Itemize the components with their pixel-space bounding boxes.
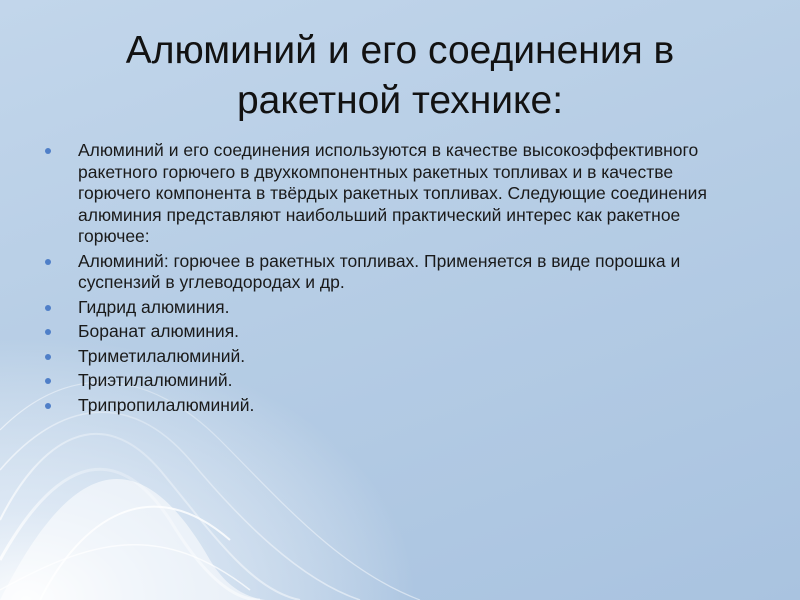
bullet-text: Алюминий: горючее в ракетных топливах. Применяется в виде порошка и суспензий в углеводородах и др. (78, 250, 681, 292)
bullet-item-2 (40, 251, 740, 294)
bullet-item-7 (40, 395, 740, 417)
bullet-text: Боранат алюминия. (78, 321, 240, 341)
bullet-list (40, 140, 740, 419)
bullet-text: Трипропилалюминий. (78, 394, 255, 415)
bullet-dot-icon (45, 378, 51, 384)
bullet-dot-icon (45, 329, 51, 335)
bullet-dot-icon (45, 354, 51, 360)
bullet-item-1 (40, 140, 740, 248)
bullet-text: Гидрид алюминия. (78, 296, 230, 317)
bullet-dot-icon (45, 148, 51, 154)
bullet-item-5 (40, 346, 740, 368)
bullet-item-6 (40, 370, 740, 392)
bullet-dot-icon (45, 403, 51, 409)
bullet-text: Триметилалюминий. (78, 345, 246, 366)
bullet-item-4 (40, 321, 740, 343)
bullet-text: Алюминий и его соединения используются в качестве высокоэффективного ракетного горючего в двухкомпонентных ракетных топливах и в качестве горючего компонента в твёрдых ракетных топливах. Следующие соединения алюминия представляют наибольший практический интерес как ракетное горючее: (78, 140, 707, 246)
bullet-text: Триэтилалюминий. (78, 370, 233, 390)
bullet-dot-icon (45, 259, 51, 265)
bullet-item-3 (40, 297, 740, 319)
bullet-dot-icon (45, 305, 51, 311)
slide-title: Алюминий и его соединения в ракетной технике: (125, 29, 675, 122)
